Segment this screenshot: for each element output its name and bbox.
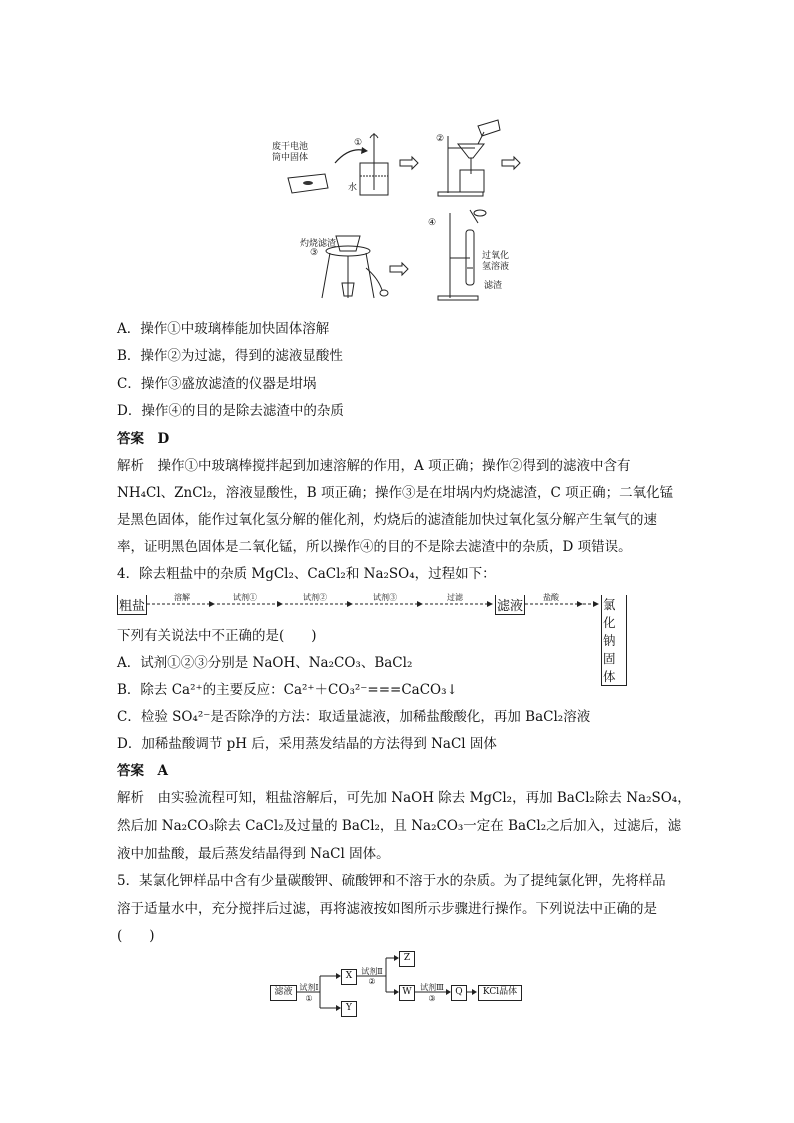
residue-label: 滤渣 <box>484 281 503 291</box>
q4-answer: 答案 A <box>117 763 168 779</box>
q3-analysis-3: 是黑色固体，能作过氧化氢分解的催化剂，灼烧后的滤渣能加快过氧化氢分解产生氧气的速 <box>117 512 657 528</box>
q4-analysis-2: 然后加 Na₂CO₃除去 CaCl₂及过量的 BaCl₂，且 Na₂CO₃一定在 BaCl₂之后加入，过滤后，滤 <box>117 818 682 834</box>
burn-label: 灼烧滤渣 <box>300 239 337 249</box>
q5-box-z: Z <box>399 951 415 967</box>
q5-box-y: Y <box>341 1001 357 1017</box>
h2o2-label-line2: 氢溶液 <box>482 262 510 272</box>
q4-analysis-1: 解析 由实验流程可知，粗盐溶解后，可先加 NaOH 除去 MgCl₂，再加 BaCl₂除去 Na₂SO₄， <box>117 790 691 806</box>
h2o2-label <box>482 251 509 273</box>
q5-step1: ① <box>305 994 313 1003</box>
q5-box-x: X <box>341 969 357 985</box>
flow-start: 粗盐 <box>117 595 147 615</box>
q4-stem: 4．除去粗盐中的杂质 MgCl₂、CaCl₂和 Na₂SO₄，过程如下： <box>117 566 496 582</box>
h2o2-label-line1: 过氧化 <box>482 251 510 261</box>
flow-filtrate: 滤液 <box>495 595 525 615</box>
q3-analysis-1: 解析 操作①中玻璃棒搅拌起到加速溶解的作用，A 项正确；操作②得到的滤液中含有 <box>117 458 631 474</box>
q3-option-a: A．操作①中玻璃棒能加快固体溶解 <box>117 321 330 337</box>
step3-label: ③ <box>310 248 319 258</box>
q4-option-b: B．除去 Ca²⁺的主要反应：Ca²⁺＋CO₃²⁻===CaCO₃↓ <box>117 682 458 698</box>
q5-stem-2: 溶于适量水中，充分搅拌后过滤，再将滤液按如图所示步骤进行操作。下列说法中正确的是 <box>117 901 657 917</box>
q4-option-d: D．加稀盐酸调节 pH 后，采用蒸发结晶的方法得到 NaCl 固体 <box>117 736 497 752</box>
flow-step-dissolve: 溶解 <box>174 593 190 602</box>
q3-option-c: C．操作③盛放滤渣的仪器是坩埚 <box>117 376 317 392</box>
flow-step-acid: 盐酸 <box>543 593 559 602</box>
step1-label: ① <box>354 138 363 148</box>
flow-step-reagent3: 试剂③ <box>373 593 397 602</box>
q5-box-w: W <box>399 985 415 1001</box>
q4-option-a: A．试剂①②③分别是 NaOH、Na₂CO₃、BaCl₂ <box>117 655 413 671</box>
water-label: 水 <box>348 183 358 193</box>
apparatus-figure <box>270 118 540 308</box>
battery-label <box>272 142 308 164</box>
q4-question: 下列有关说法中不正确的是( ) <box>117 628 317 644</box>
q3-analysis-2: NH₄Cl、ZnCl₂，溶液显酸性，B 项正确；操作③是在坩埚内灼烧滤渣，C 项正确；二氧化锰 <box>117 485 674 501</box>
flow-step-filter: 过滤 <box>447 593 463 602</box>
q5-reagent1: 试剂Ⅰ <box>299 983 319 992</box>
q5-flow-diagram <box>270 950 530 1020</box>
q3-option-d: D．操作④的目的是除去滤渣中的杂质 <box>117 403 344 419</box>
step2-label: ② <box>436 134 445 144</box>
q3-option-b: B．操作②为过滤，得到的滤液显酸性 <box>117 348 343 364</box>
q3-answer: 答案 D <box>117 431 170 447</box>
flow-step-reagent2: 试剂② <box>303 593 327 602</box>
battery-label-line2: 筒中固体 <box>272 153 309 163</box>
q5-box-kcl: KCl晶体 <box>478 985 522 1001</box>
battery-label-line1: 废干电池 <box>272 142 309 152</box>
q5-box-filtrate: 滤液 <box>270 985 297 1001</box>
q5-box-q: Q <box>451 985 467 1001</box>
flow-end: 氯化钠固体 <box>601 595 627 686</box>
q5-reagent2: 试剂Ⅱ <box>361 967 383 976</box>
q5-stem-3: ( ) <box>117 928 155 944</box>
q5-stem-1: 5．某氯化钾样品中含有少量碳酸钾、硫酸钾和不溶于水的杂质。为了提纯氯化钾，先将样品 <box>117 873 666 889</box>
q4-analysis-3: 液中加盐酸，最后蒸发结晶得到 NaCl 固体。 <box>117 846 390 862</box>
q4-option-c: C．检验 SO₄²⁻是否除净的方法：取适量滤液，加稀盐酸酸化，再加 BaCl₂溶液 <box>117 709 591 725</box>
q5-step2: ② <box>368 977 376 986</box>
q5-reagent3: 试剂Ⅲ <box>420 983 444 992</box>
q5-step3: ③ <box>428 994 436 1003</box>
flow-step-reagent1: 试剂① <box>233 593 257 602</box>
step4-label: ④ <box>428 218 437 228</box>
q3-analysis-4: 率，证明黑色固体是二氧化锰，所以操作④的目的不是除去滤渣中的杂质，D 项错误。 <box>117 539 632 555</box>
